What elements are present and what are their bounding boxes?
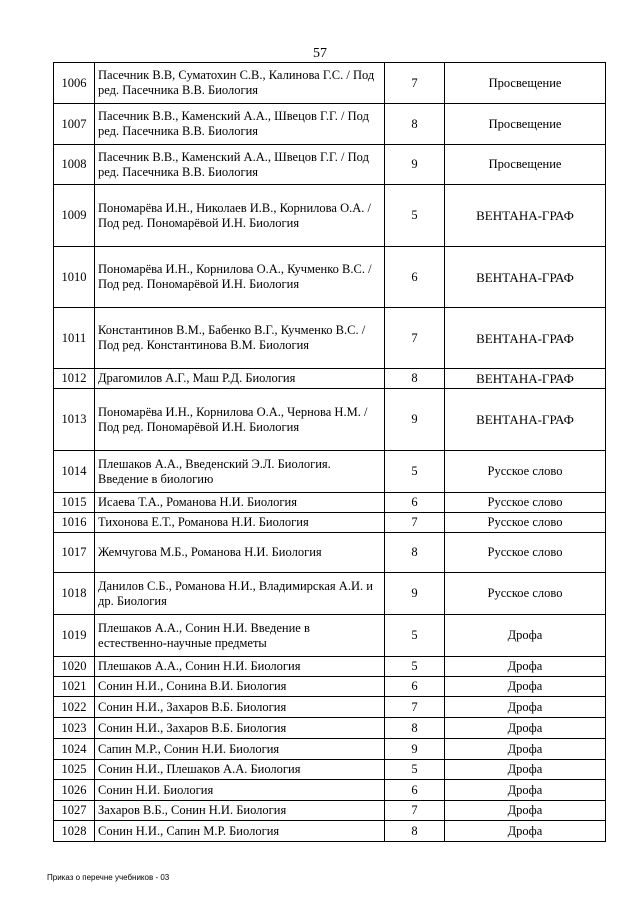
book-number-cell: 1009 — [54, 185, 95, 247]
publisher-cell: Дрофа — [445, 697, 606, 718]
book-title-cell: Сонин Н.И. Биология — [95, 780, 385, 801]
table-row — [54, 615, 606, 657]
table-row — [54, 657, 606, 677]
book-number-cell: 1010 — [54, 247, 95, 308]
book-title-cell: Плешаков А.А., Введенский Э.Л. Биология. Введение в биологию — [95, 451, 385, 493]
table-row — [54, 677, 606, 697]
publisher-cell: ВЕНТАНА-ГРАФ — [445, 185, 606, 247]
book-number-cell: 1022 — [54, 697, 95, 718]
book-title-cell: Жемчугова М.Б., Романова Н.И. Биология — [95, 533, 385, 573]
grade-cell: 8 — [385, 369, 445, 389]
publisher-cell: Русское слово — [445, 493, 606, 513]
publisher-cell: Русское слово — [445, 533, 606, 573]
book-number-cell: 1026 — [54, 780, 95, 801]
book-title-cell: Пономарёва И.Н., Корнилова О.А., Чернова Н.М. / Под ред. Пономарёвой И.Н. Биология — [95, 389, 385, 451]
book-title-cell: Пономарёва И.Н., Корнилова О.А., Кучменко В.С. / Под ред. Пономарёвой И.Н. Биология — [95, 247, 385, 308]
grade-cell: 9 — [385, 145, 445, 185]
grade-cell: 8 — [385, 104, 445, 145]
grade-cell: 5 — [385, 451, 445, 493]
book-number-cell: 1028 — [54, 821, 95, 842]
book-title-cell: Данилов С.Б., Романова Н.И., Владимирская А.И. и др. Биология — [95, 573, 385, 615]
book-title-cell: Сонин Н.И., Захаров В.Б. Биология — [95, 718, 385, 739]
grade-cell: 8 — [385, 718, 445, 739]
publisher-cell: Дрофа — [445, 677, 606, 697]
grade-cell: 5 — [385, 760, 445, 780]
table-row — [54, 739, 606, 760]
grade-cell: 5 — [385, 657, 445, 677]
grade-cell: 6 — [385, 677, 445, 697]
book-number-cell: 1007 — [54, 104, 95, 145]
grade-cell: 6 — [385, 247, 445, 308]
grade-cell: 7 — [385, 63, 445, 104]
publisher-cell: ВЕНТАНА-ГРАФ — [445, 247, 606, 308]
publisher-cell: Дрофа — [445, 760, 606, 780]
book-title-cell: Пасечник В.В., Каменский А.А., Швецов Г.Г. / Под ред. Пасечника В.В. Биология — [95, 145, 385, 185]
book-title-cell: Драгомилов А.Г., Маш Р.Д. Биология — [95, 369, 385, 389]
grade-cell: 7 — [385, 697, 445, 718]
book-number-cell: 1015 — [54, 493, 95, 513]
book-title-cell: Исаева Т.А., Романова Н.И. Биология — [95, 493, 385, 513]
book-title-cell: Сонин Н.И., Захаров В.Б. Биология — [95, 697, 385, 718]
textbook-table-body — [54, 63, 606, 842]
table-row — [54, 718, 606, 739]
book-number-cell: 1020 — [54, 657, 95, 677]
publisher-cell: Русское слово — [445, 573, 606, 615]
publisher-cell: ВЕНТАНА-ГРАФ — [445, 369, 606, 389]
book-number-cell: 1027 — [54, 801, 95, 821]
book-number-cell: 1011 — [54, 308, 95, 369]
book-number-cell: 1006 — [54, 63, 95, 104]
table-row — [54, 533, 606, 573]
table-row — [54, 104, 606, 145]
table-row — [54, 801, 606, 821]
publisher-cell: Русское слово — [445, 451, 606, 493]
publisher-cell: Дрофа — [445, 780, 606, 801]
book-number-cell: 1013 — [54, 389, 95, 451]
book-title-cell: Пасечник В.В, Суматохин С.В., Калинова Г.С. / Под ред. Пасечника В.В. Биология — [95, 63, 385, 104]
grade-cell: 9 — [385, 573, 445, 615]
table-row — [54, 369, 606, 389]
book-title-cell: Сонин Н.И., Сонина В.И. Биология — [95, 677, 385, 697]
page-number: 57 — [313, 46, 327, 61]
publisher-cell: Дрофа — [445, 615, 606, 657]
table-row — [54, 760, 606, 780]
book-number-cell: 1024 — [54, 739, 95, 760]
grade-cell: 5 — [385, 185, 445, 247]
table-row — [54, 697, 606, 718]
book-number-cell: 1023 — [54, 718, 95, 739]
book-number-cell: 1021 — [54, 677, 95, 697]
publisher-cell: Просвещение — [445, 63, 606, 104]
book-number-cell: 1008 — [54, 145, 95, 185]
publisher-cell: Просвещение — [445, 104, 606, 145]
grade-cell: 7 — [385, 308, 445, 369]
book-number-cell: 1017 — [54, 533, 95, 573]
publisher-cell: ВЕНТАНА-ГРАФ — [445, 389, 606, 451]
publisher-cell: Дрофа — [445, 801, 606, 821]
table-row — [54, 308, 606, 369]
publisher-cell: Дрофа — [445, 718, 606, 739]
table-row — [54, 145, 606, 185]
table-row — [54, 493, 606, 513]
table-row — [54, 513, 606, 533]
textbook-table — [53, 62, 606, 842]
grade-cell: 9 — [385, 389, 445, 451]
publisher-cell: Русское слово — [445, 513, 606, 533]
grade-cell: 9 — [385, 739, 445, 760]
table-row — [54, 573, 606, 615]
table-row — [54, 63, 606, 104]
grade-cell: 6 — [385, 493, 445, 513]
book-number-cell: 1019 — [54, 615, 95, 657]
book-title-cell: Сонин Н.И., Плешаков А.А. Биология — [95, 760, 385, 780]
book-title-cell: Плешаков А.А., Сонин Н.И. Введение в естественно-научные предметы — [95, 615, 385, 657]
grade-cell: 5 — [385, 615, 445, 657]
table-row — [54, 821, 606, 842]
book-title-cell: Константинов В.М., Бабенко В.Г., Кучменко В.С. / Под ред. Константинова В.М. Биология — [95, 308, 385, 369]
grade-cell: 6 — [385, 780, 445, 801]
publisher-cell: Дрофа — [445, 739, 606, 760]
grade-cell: 8 — [385, 821, 445, 842]
book-number-cell: 1016 — [54, 513, 95, 533]
book-title-cell: Пономарёва И.Н., Николаев И.В., Корнилова О.А. / Под ред. Пономарёвой И.Н. Биология — [95, 185, 385, 247]
book-number-cell: 1018 — [54, 573, 95, 615]
publisher-cell: ВЕНТАНА-ГРАФ — [445, 308, 606, 369]
table-row — [54, 451, 606, 493]
publisher-cell: Просвещение — [445, 145, 606, 185]
publisher-cell: Дрофа — [445, 821, 606, 842]
footer-note: Приказ о перечне учебников - 03 — [47, 873, 170, 882]
grade-cell: 7 — [385, 513, 445, 533]
book-number-cell: 1014 — [54, 451, 95, 493]
table-row — [54, 185, 606, 247]
book-number-cell: 1025 — [54, 760, 95, 780]
table-row — [54, 247, 606, 308]
table-row — [54, 780, 606, 801]
grade-cell: 7 — [385, 801, 445, 821]
book-title-cell: Пасечник В.В., Каменский А.А., Швецов Г.Г. / Под ред. Пасечника В.В. Биология — [95, 104, 385, 145]
book-number-cell: 1012 — [54, 369, 95, 389]
table-row — [54, 389, 606, 451]
book-title-cell: Сапин М.Р., Сонин Н.И. Биология — [95, 739, 385, 760]
book-title-cell: Плешаков А.А., Сонин Н.И. Биология — [95, 657, 385, 677]
publisher-cell: Дрофа — [445, 657, 606, 677]
book-title-cell: Тихонова Е.Т., Романова Н.И. Биология — [95, 513, 385, 533]
book-title-cell: Захаров В.Б., Сонин Н.И. Биология — [95, 801, 385, 821]
book-title-cell: Сонин Н.И., Сапин М.Р. Биология — [95, 821, 385, 842]
grade-cell: 8 — [385, 533, 445, 573]
